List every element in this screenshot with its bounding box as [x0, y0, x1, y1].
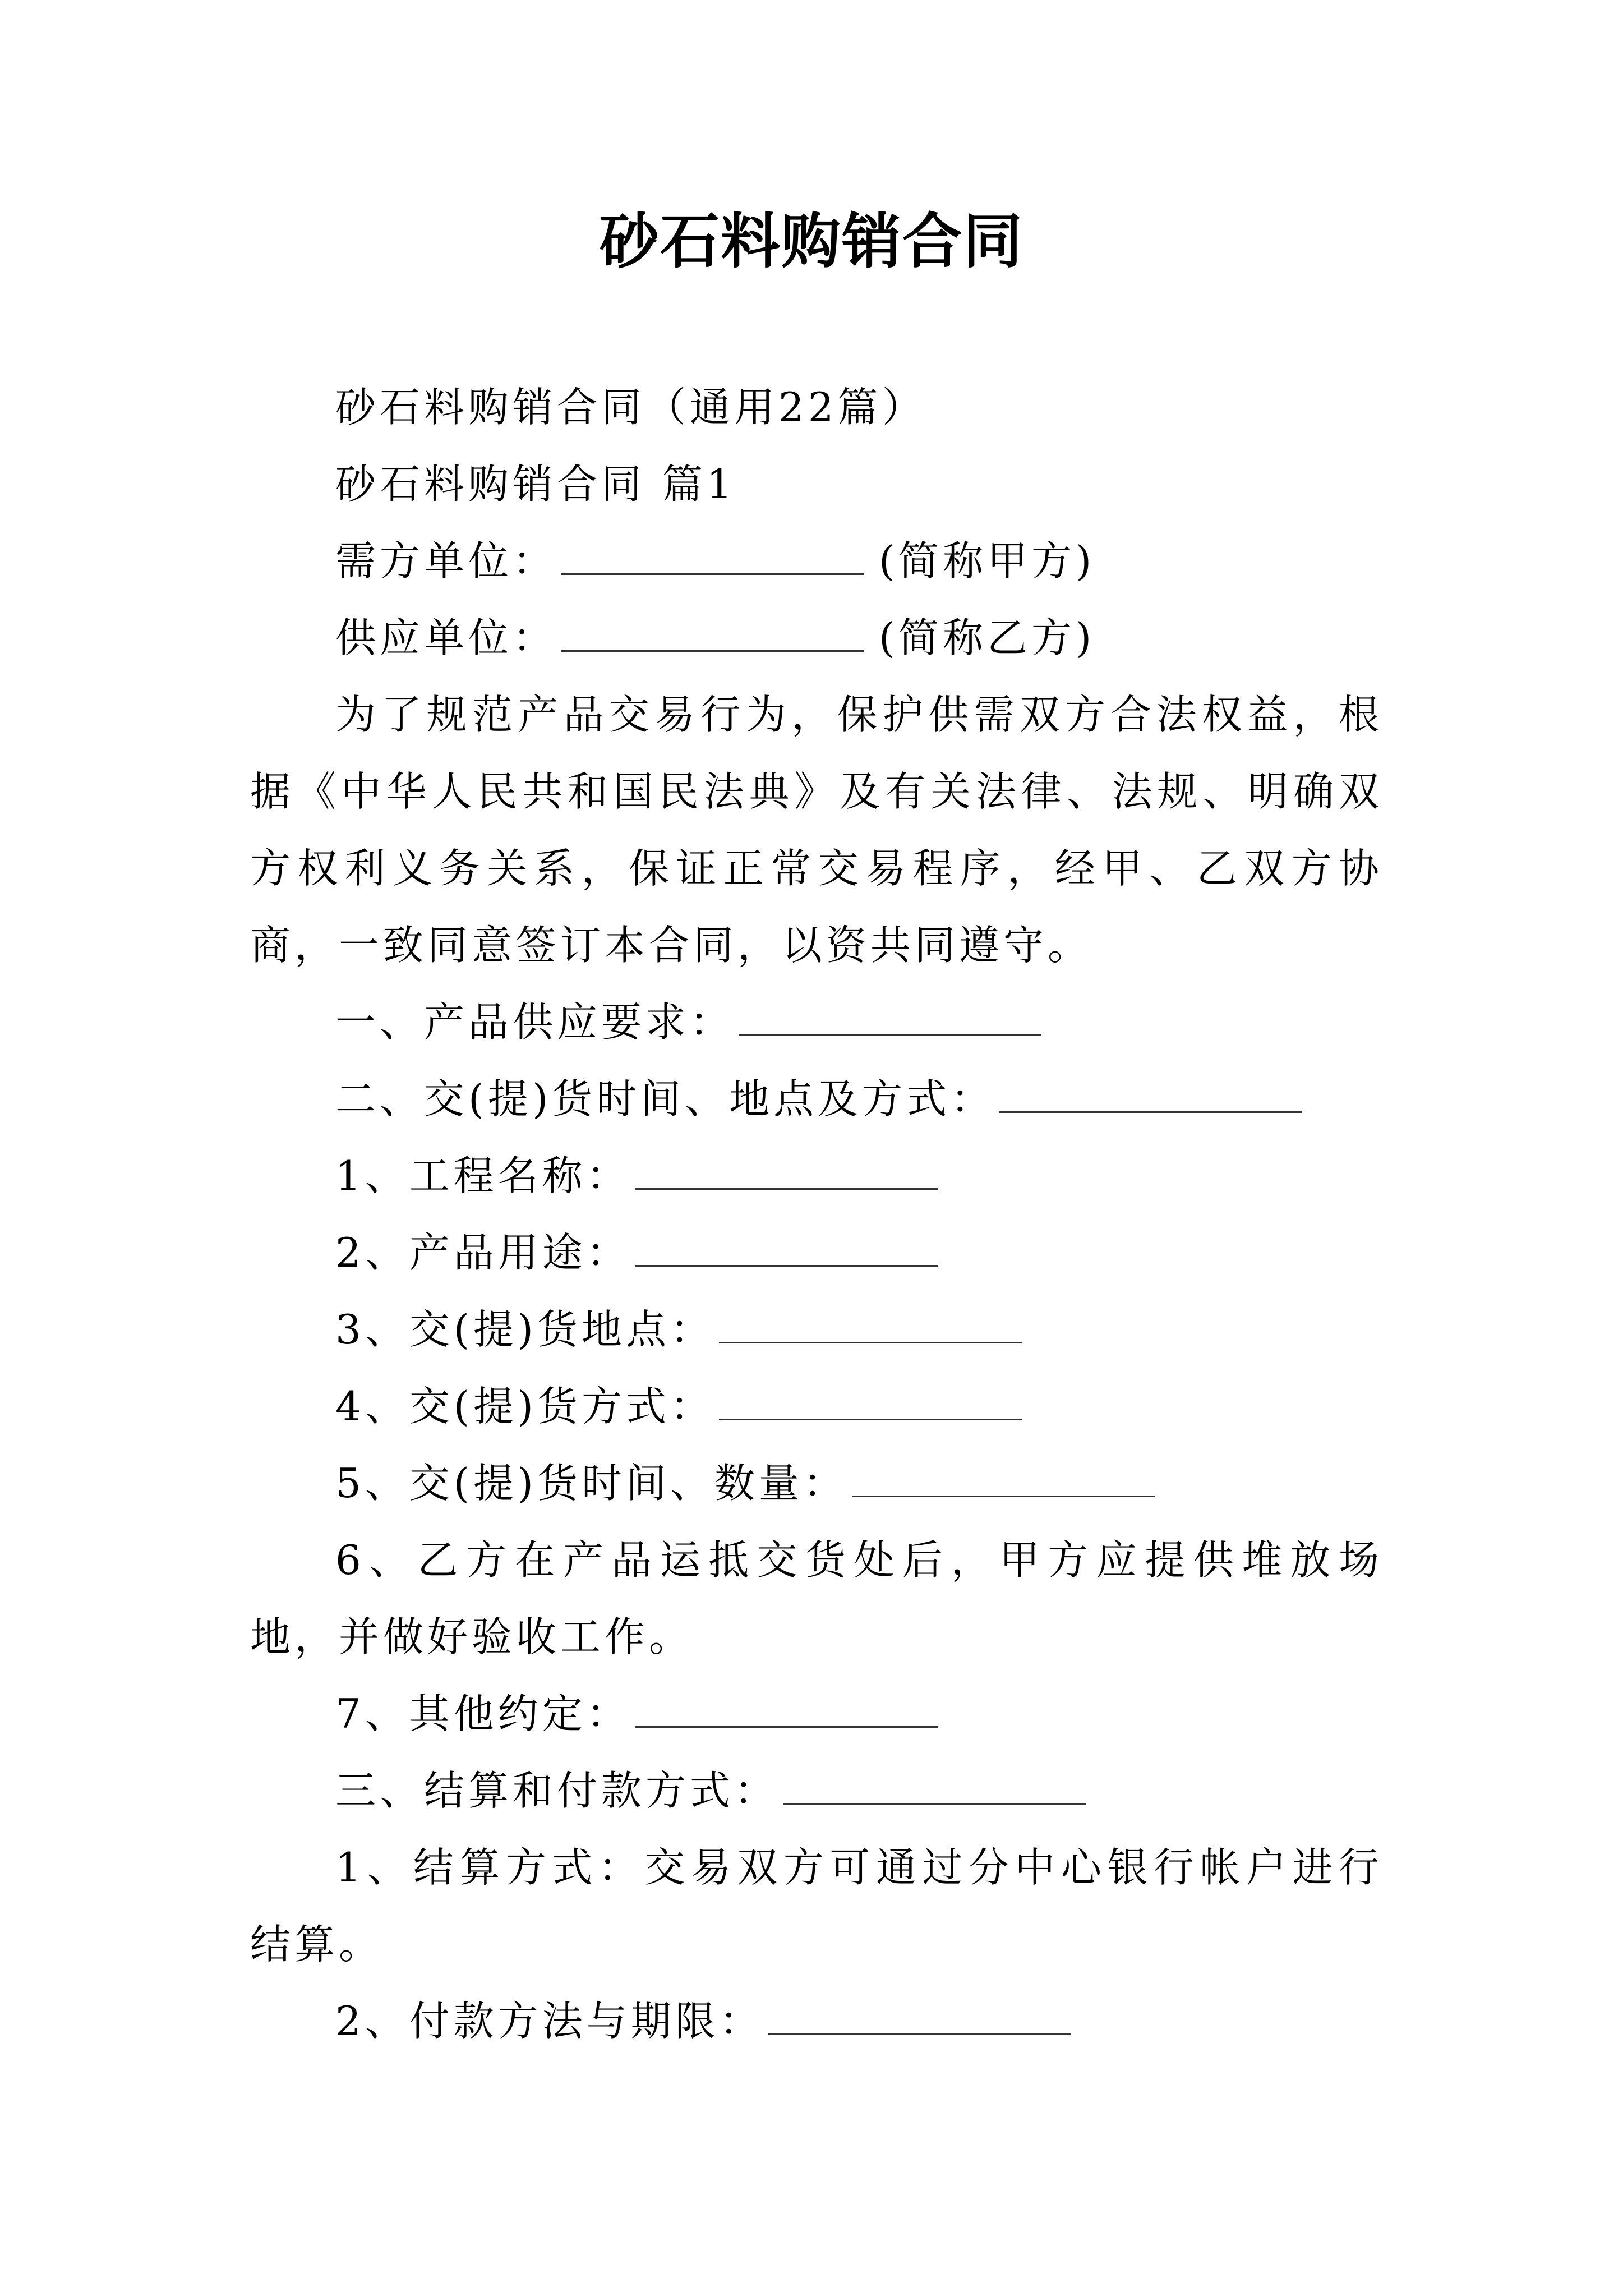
clause-3-label: 三、结算和付款方式：: [335, 1767, 779, 1814]
clause-1: [250, 984, 1383, 1061]
item-2-2-blank: [635, 1232, 938, 1267]
document-title: 砂石料购销合同: [600, 206, 1023, 276]
clause-1-blank: [739, 1002, 1041, 1036]
clause-3: [250, 1752, 1383, 1829]
subtitle-text: 砂石料购销合同（通用22篇）: [335, 384, 926, 431]
item-2-6: [250, 1522, 1383, 1676]
clause-2-blank: [999, 1079, 1302, 1113]
item-3-2-label: 2、付款方法与期限：: [335, 1998, 764, 2045]
intro-paragraph: [250, 677, 1383, 984]
clause-2-label: 二、交(提)货时间、地点及方式：: [335, 1075, 995, 1122]
item-2-2-label: 2、产品用途：: [335, 1229, 631, 1276]
item-2-7: [250, 1676, 1383, 1752]
item-2-5-label: 5、交(提)货时间、数量：: [335, 1460, 847, 1507]
section-heading-text: 砂石料购销合同 篇1: [335, 461, 736, 508]
party-b-label: 供应单位：: [335, 614, 557, 661]
party-b-blank: [561, 618, 864, 652]
item-2-4: [250, 1368, 1383, 1445]
party-a-note: (简称甲方): [879, 537, 1096, 585]
party-b-note: (简称乙方): [879, 614, 1096, 661]
item-2-6-text: 6、乙方在产品运抵交货处后，甲方应提供堆放场地，并做好验收工作。: [250, 1536, 1383, 1660]
item-2-3-label: 3、交(提)货地点：: [335, 1306, 714, 1353]
item-2-2: [250, 1214, 1383, 1291]
item-2-7-label: 7、其他约定：: [335, 1690, 631, 1737]
party-a-blank: [561, 541, 864, 575]
item-2-4-blank: [719, 1386, 1022, 1420]
item-2-3-blank: [719, 1309, 1022, 1343]
clause-1-label: 一、产品供应要求：: [335, 999, 735, 1046]
item-3-1-text: 1、结算方式：交易双方可通过分中心银行帐户进行结算。: [250, 1844, 1383, 1968]
party-b-line: [250, 600, 1383, 677]
item-3-1: [250, 1829, 1383, 1983]
item-3-2: [250, 1983, 1383, 2060]
clause-2: [250, 1061, 1383, 1138]
item-2-1-label: 1、工程名称：: [335, 1152, 631, 1199]
party-a-line: [250, 523, 1383, 600]
subtitle: [250, 369, 1383, 446]
item-2-1-blank: [635, 1156, 938, 1190]
clause-3-blank: [783, 1770, 1086, 1805]
intro-text: 为了规范产品交易行为，保护供需双方合法权益，根据《中华人民共和国民法典》及有关法律、法规、明确双方权利义务关系，保证正常交易程序，经甲、乙双方协商，一致同意签订本合同，以资共同遵守。: [250, 691, 1383, 969]
section-heading: [250, 446, 1383, 523]
item-2-5: [250, 1445, 1383, 1522]
item-2-1: [250, 1138, 1383, 1214]
item-2-4-label: 4、交(提)货方式：: [335, 1383, 714, 1430]
item-2-5-blank: [852, 1463, 1155, 1497]
item-2-3: [250, 1291, 1383, 1368]
item-3-2-blank: [768, 2001, 1071, 2035]
item-2-7-blank: [635, 1694, 938, 1728]
document-body: [250, 369, 1383, 2060]
party-a-label: 需方单位：: [335, 537, 557, 585]
